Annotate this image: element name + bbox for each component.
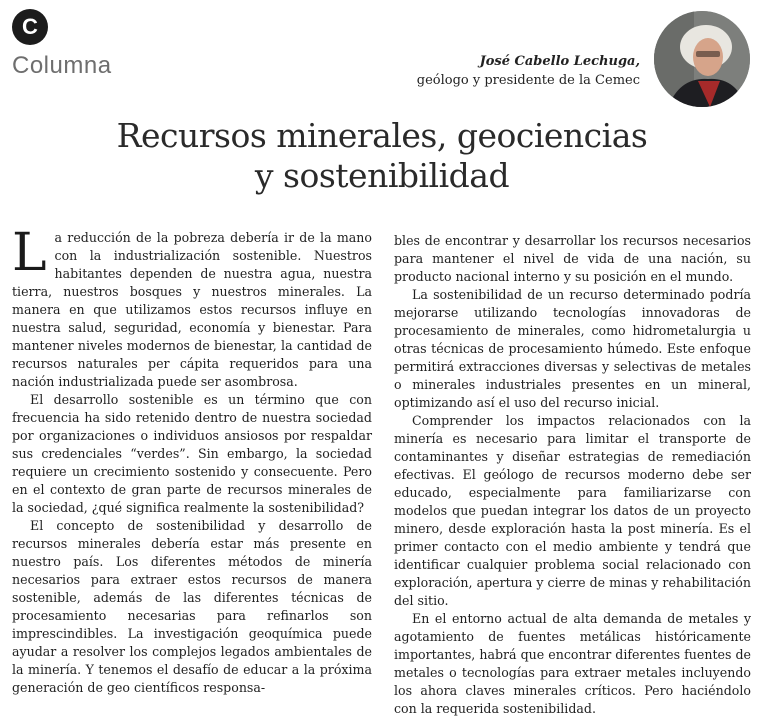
column-logo bbox=[12, 9, 48, 45]
section-label: Columna bbox=[12, 52, 112, 79]
drop-cap: L bbox=[12, 223, 47, 283]
logo-letter: C bbox=[22, 14, 38, 39]
article-headline bbox=[0, 116, 764, 196]
paragraph-4: bles de encontrar y desarrollar los recursos necesarios para mantener el nivel de vida de una nación, su producto nacional interno y su posición en el mundo. bbox=[394, 233, 751, 284]
author-byline bbox=[417, 52, 640, 90]
paragraph-1: La reducción de la pobreza debería ir de la mano con la industrialización sostenible. Nuestros habitantes dependen de nuestra agua, nuestra tierra, nuestros bosques y nuestros minerales. La manera en que utilizamos estos recursos influye en nuestra salud, seguridad, economía y bienestar. Para mantener niveles modernos de bienestar, la cantidad de recursos naturales per cápita requeridos para una nación industrializada puede ser asombrosa. bbox=[12, 223, 372, 389]
paragraph-5: La sostenibilidad de un recurso determinado podría mejorarse utilizando tecnologías innovadoras de procesamiento de minerales, como hidrometalurgia u otras técnicas de procesamiento húmedo. Este enfoque permitirá extracciones diversas y selectivas de metales o minerales industriales presentes en un mineral, optimizando así el uso del recurso inicial. bbox=[394, 287, 751, 410]
article-column-2 bbox=[394, 232, 751, 718]
article-column-1 bbox=[12, 223, 372, 697]
author-portrait-image bbox=[654, 11, 750, 107]
paragraph-6: Comprender los impactos relacionados con la minería es necesario para limitar el transporte de contaminantes y diseñar estrategias de remediación efectivas. El geólogo de recursos moderno debe ser educado, especialmente para familiarizarse con modelos que puedan integrar los datos de un proyecto minero, desde exploración hasta la post minería. Es el primer contacto con el medio ambiente y tendrá que identificar cualquier problema social relacionado con exploración, apertura y cierre de minas y rehabilitación del sitio. bbox=[394, 413, 751, 608]
author-photo bbox=[654, 11, 750, 107]
paragraph-7: En el entorno actual de alta demanda de metales y agotamiento de fuentes metálicas históricamente importantes, habrá que encontrar diferentes fuentes de metales o tecnologías para extraer metales incluyendo los ahora claves minerales críticos. Pero haciéndolo con la requerida sostenibilidad. bbox=[394, 611, 751, 716]
author-role: geólogo y presidente de la Cemec bbox=[416, 73, 640, 88]
headline-line-2: y sostenibilidad bbox=[254, 156, 510, 195]
author-name: José Cabello Lechuga, bbox=[479, 54, 640, 69]
paragraph-2: El desarrollo sostenible es un término que con frecuencia ha sido retenido dentro de nuestra sociedad por organizaciones o individuos ansiosos por respaldar sus credenciales “verdes”. Sin embargo, la sociedad requiere un crecimiento sostenido y consecuente. Pero en el contexto de gran parte de recursos minerales de la sociedad, ¿qué significa realmente la sostenibilidad? bbox=[12, 392, 372, 515]
paragraph-3: El concepto de sostenibilidad y desarrollo de recursos minerales debería estar más presente en nuestro país. Los diferentes métodos de minería necesarios para extraer estos recursos de manera sostenible, además de las diferentes técnicas de procesamiento necesarias para refinarlos son imprescindibles. La investigación geoquímica puede ayudar a resolver los complejos legados ambientales de la minería. Y tenemos el desafío de educar a la próxima generación de geo científicos responsa- bbox=[12, 518, 372, 695]
headline-line-1: Recursos minerales, geociencias bbox=[116, 116, 648, 155]
